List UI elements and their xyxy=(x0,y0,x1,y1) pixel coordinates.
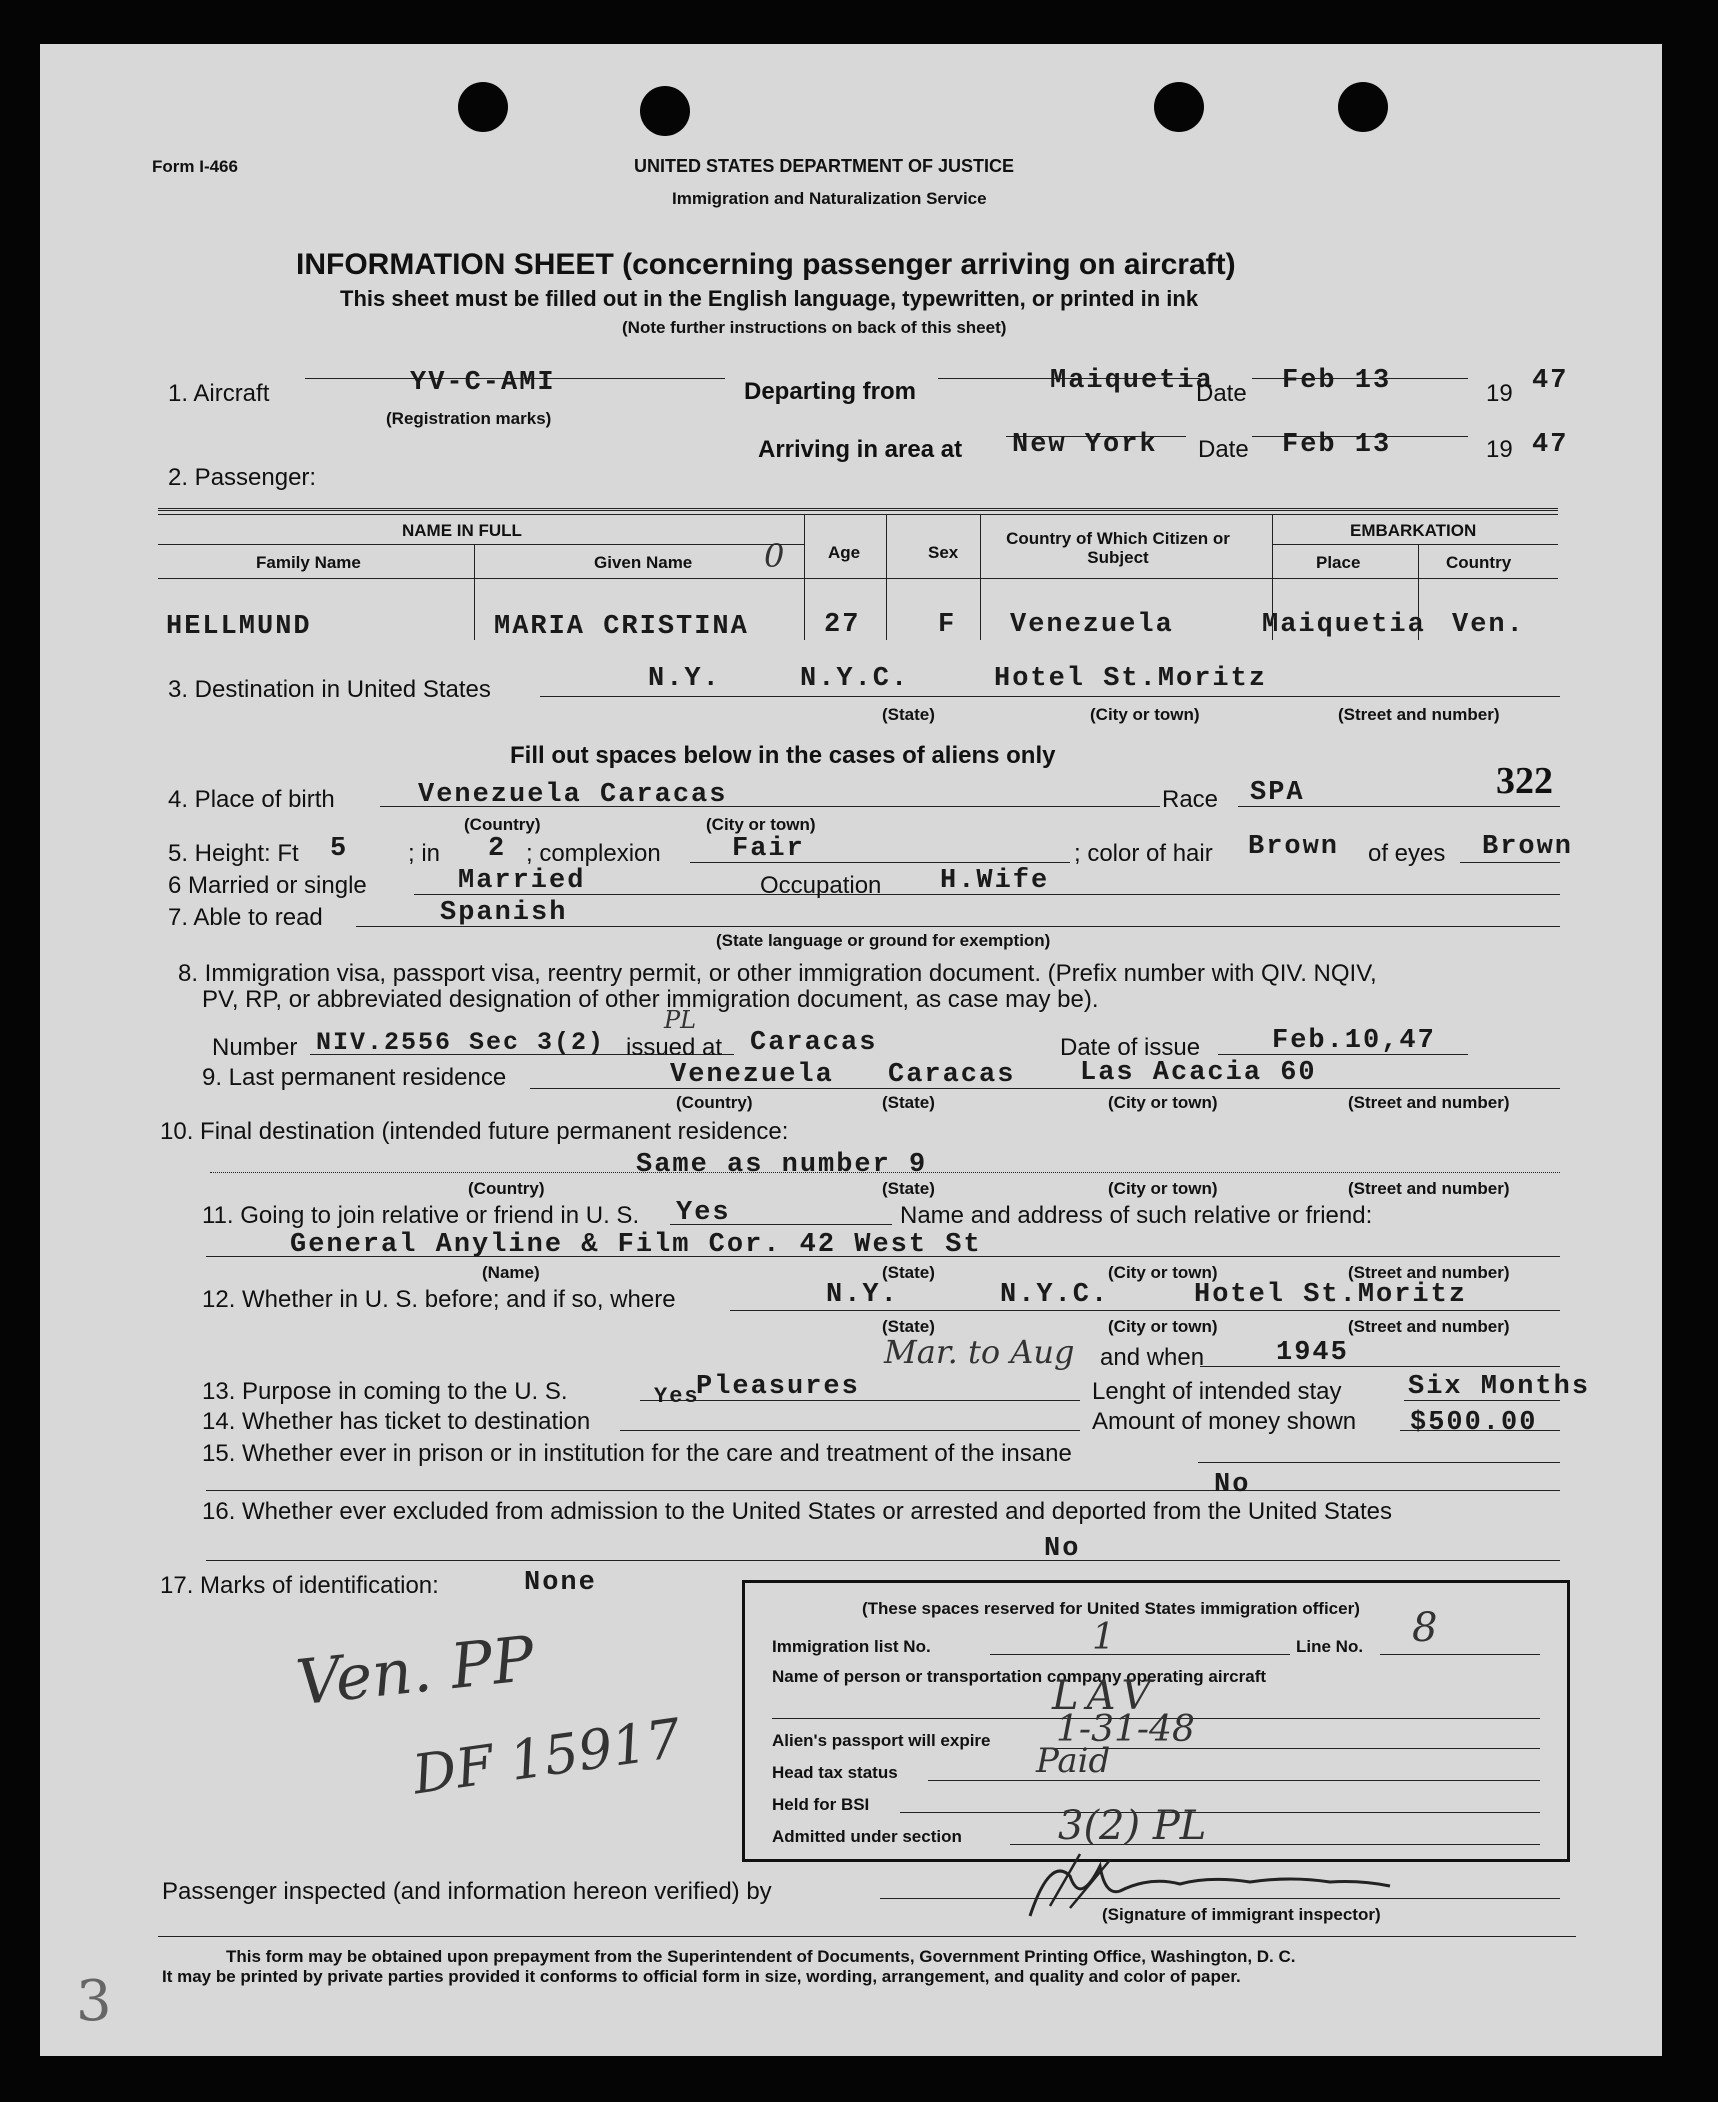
header-sub-rule xyxy=(158,578,1558,579)
company-label: Name of person or transportation company operating aircraft xyxy=(772,1667,1267,1686)
passenger-label: 2. Passenger: xyxy=(168,464,317,491)
friend-cap-city: (City or town) xyxy=(1108,1263,1218,1282)
prison-line-2 xyxy=(206,1490,1560,1491)
header-sex: Sex xyxy=(928,543,959,562)
visa-text-1: 8. Immigration visa, passport visa, reentry permit, or other immigration document. (Prefix number with QIV. NQIV, xyxy=(178,960,1377,987)
hair-value: Brown xyxy=(1248,832,1340,862)
height-in-label: ; in xyxy=(408,840,441,867)
page-title: INFORMATION SHEET (concerning passenger arriving on aircraft) xyxy=(296,248,1236,281)
arrive-date-label: Date xyxy=(1198,436,1249,463)
destination-line xyxy=(540,696,1560,697)
residence-label: 9. Last permanent residence xyxy=(202,1064,507,1091)
final-cap-country: (Country) xyxy=(468,1179,545,1198)
join-label: 11. Going to join relative or friend in U. S. xyxy=(202,1202,640,1229)
destination-cap-state: (State) xyxy=(882,705,935,724)
friend-cap-state: (State) xyxy=(882,1263,935,1282)
bsi-label: Held for BSI xyxy=(772,1795,870,1814)
embark-group-rule xyxy=(1272,544,1558,545)
excluded-value: No xyxy=(1044,1534,1081,1564)
before-label: 12. Whether in U. S. before; and if so, where xyxy=(202,1286,676,1313)
passport-value: 1-31-48 xyxy=(1056,1709,1195,1750)
department-heading: UNITED STATES DEPARTMENT OF JUSTICE xyxy=(634,156,1015,176)
headtax-label: Head tax status xyxy=(772,1763,898,1782)
join-value: Yes xyxy=(676,1198,731,1228)
final-cap-city: (City or town) xyxy=(1108,1179,1218,1198)
before-city: N.Y.C. xyxy=(1000,1280,1110,1310)
race-label: Race xyxy=(1162,786,1219,813)
list-no-line xyxy=(990,1654,1290,1655)
form-number: Form I-466 xyxy=(152,157,238,176)
complexion-value: Fair xyxy=(732,834,805,864)
height-in-value: 2 xyxy=(488,834,507,864)
passport-label: Alien's passport will expire xyxy=(772,1731,991,1750)
destination-street: Hotel St.Moritz xyxy=(994,664,1268,694)
visa-handwritten-pl: PL xyxy=(664,1006,697,1034)
friend-cap-street: (Street and number) xyxy=(1348,1263,1510,1282)
date-issue-value: Feb.10,47 xyxy=(1272,1026,1436,1056)
aircraft-value: YV-C-AMI xyxy=(410,368,556,398)
arrive-year-prefix: 19 xyxy=(1486,436,1513,463)
read-value: Spanish xyxy=(440,898,568,928)
table-top-rule xyxy=(158,508,1558,511)
date-issue-label: Date of issue xyxy=(1060,1034,1201,1061)
section-label: Admitted under section xyxy=(772,1827,962,1846)
col-divider xyxy=(474,544,475,640)
name-group-rule xyxy=(158,544,804,545)
col-divider xyxy=(804,514,805,640)
length-label: Lenght of intended stay xyxy=(1092,1378,1342,1405)
aircraft-caption: (Registration marks) xyxy=(386,409,552,428)
excluded-line xyxy=(206,1560,1560,1561)
officer-heading: (These spaces reserved for United States immigration officer) xyxy=(862,1599,1360,1618)
depart-year-value: 47 xyxy=(1532,366,1569,396)
prison-line xyxy=(1198,1462,1560,1463)
inspector-caption: (Signature of immigrant inspector) xyxy=(1102,1905,1381,1924)
occupation-value: H.Wife xyxy=(940,866,1050,896)
read-label: 7. Able to read xyxy=(168,904,323,931)
ticket-value: Yes xyxy=(654,1384,700,1409)
list-no-value: 1 xyxy=(1092,1617,1115,1658)
hair-label: ; color of hair xyxy=(1074,840,1213,867)
destination-city: N.Y.C. xyxy=(800,664,910,694)
marks-handwritten-2: DF 15917 xyxy=(408,1706,685,1807)
line-no-value: 8 xyxy=(1412,1605,1438,1651)
departing-value: Maiquetia xyxy=(1050,366,1214,396)
citizen-value: Venezuela xyxy=(1010,610,1174,640)
section-value: 3(2) PL xyxy=(1058,1803,1207,1849)
arriving-label: Arriving in area at xyxy=(758,436,963,463)
before-line xyxy=(730,1310,1560,1311)
punch-hole xyxy=(1338,82,1388,132)
excluded-label: 16. Whether ever excluded from admission to the United States or arrested and deported from the United States xyxy=(202,1498,1392,1525)
header-embarkation: EMBARKATION xyxy=(1350,521,1477,540)
final-dest-label: 10. Final destination (intended future permanent residence: xyxy=(160,1118,789,1145)
aircraft-label: 1. Aircraft xyxy=(168,380,270,407)
inspected-label: Passenger inspected (and information hereon verified) by xyxy=(162,1878,772,1905)
table-top-rule-2 xyxy=(158,514,1558,515)
page-subtitle: This sheet must be filled out in the English language, typewritten, or printed in ink xyxy=(340,286,1199,311)
purpose-value: Pleasures xyxy=(696,1372,860,1402)
when-value: 1945 xyxy=(1276,1338,1349,1368)
complexion-label: ; complexion xyxy=(526,840,661,867)
married-label: 6 Married or single xyxy=(168,872,367,899)
residence-cap-city: (City or town) xyxy=(1108,1093,1218,1112)
prison-value: No xyxy=(1214,1470,1251,1500)
bsi-line xyxy=(900,1812,1540,1813)
footer-line-2: It may be printed by private parties provided it conforms to official form in size, wording, arrangement, and quality and color of paper. xyxy=(162,1967,1241,1986)
before-state: N.Y. xyxy=(826,1280,899,1310)
destination-label: 3. Destination in United States xyxy=(168,676,491,703)
departing-label: Departing from xyxy=(744,378,917,405)
handwritten-mark: 0 xyxy=(764,537,785,575)
read-caption: (State language or ground for exemption) xyxy=(716,931,1051,950)
embark-place-value: Maiquetia xyxy=(1262,610,1426,640)
race-value: SPA xyxy=(1250,778,1305,808)
issued-at-label: issued at xyxy=(626,1034,723,1061)
stamp-number: 322 xyxy=(1496,760,1553,802)
sex-value: F xyxy=(938,610,957,640)
before-when-handwritten: Mar. to Aug xyxy=(884,1333,1075,1371)
ticket-line xyxy=(620,1430,1080,1431)
arriving-value: New York xyxy=(1012,430,1158,460)
residence-cap-country: (Country) xyxy=(676,1093,753,1112)
family-name-value: HELLMUND xyxy=(166,612,312,642)
occupation-label: Occupation xyxy=(760,872,882,899)
height-label: 5. Height: Ft xyxy=(168,840,299,867)
final-cap-state: (State) xyxy=(882,1179,935,1198)
destination-cap-city: (City or town) xyxy=(1090,705,1200,724)
headtax-value: Paid xyxy=(1036,1741,1111,1781)
visa-number-label: Number xyxy=(212,1034,298,1061)
service-heading: Immigration and Naturalization Service xyxy=(672,189,987,208)
line-no-label: Line No. xyxy=(1296,1637,1364,1656)
header-name-in-full: NAME IN FULL xyxy=(402,521,522,540)
given-name-value: MARIA CRISTINA xyxy=(494,612,749,642)
visa-text-2: PV, RP, or abbreviated designation of other immigration document, as case may be). xyxy=(202,986,1099,1013)
friend-name-label: Name and address of such relative or friend: xyxy=(900,1202,1373,1229)
header-country: Country of Which Citizen or Subject xyxy=(1006,529,1230,567)
birth-value: Venezuela Caracas xyxy=(418,780,728,810)
header-family-name: Family Name xyxy=(256,553,361,572)
age-value: 27 xyxy=(824,610,861,640)
eyes-value: Brown xyxy=(1482,832,1574,862)
depart-date-label: Date xyxy=(1196,380,1247,407)
line-no-line xyxy=(1380,1654,1540,1655)
inspector-signature xyxy=(1010,1846,1430,1926)
length-value: Six Months xyxy=(1408,1372,1591,1402)
when-line xyxy=(1200,1366,1560,1367)
ticket-label: 14. Whether has ticket to destination xyxy=(202,1408,591,1435)
list-no-label: Immigration list No. xyxy=(772,1637,931,1656)
issued-at-value: Caracas xyxy=(750,1028,878,1058)
company-value: LAV xyxy=(1052,1673,1159,1719)
header-given-name: Given Name xyxy=(594,553,693,572)
footer-rule xyxy=(158,1936,1576,1937)
destination-state: N.Y. xyxy=(648,664,721,694)
money-label: Amount of money shown xyxy=(1092,1408,1357,1435)
arrive-year-value: 47 xyxy=(1532,430,1569,460)
arrive-date-value: Feb 13 xyxy=(1282,430,1392,460)
residence-state: Caracas xyxy=(888,1060,1016,1090)
footer-line-1: This form may be obtained upon prepayment from the Superintendent of Documents, Government Printing Office, Washington, D. C. xyxy=(226,1947,1296,1966)
eyes-label: of eyes xyxy=(1368,840,1446,867)
headtax-line xyxy=(928,1780,1540,1781)
residence-country: Venezuela xyxy=(670,1060,834,1090)
when-label: and when xyxy=(1100,1344,1205,1371)
eyes-line xyxy=(1460,862,1560,863)
money-value: $500.00 xyxy=(1410,1408,1538,1438)
embark-country-value: Ven. xyxy=(1452,610,1525,640)
page-note: (Note further instructions on back of this sheet) xyxy=(622,318,1007,337)
destination-cap-street: (Street and number) xyxy=(1338,705,1500,724)
before-street: Hotel St.Moritz xyxy=(1194,1280,1468,1310)
friend-value: General Anyline & Film Cor. 42 West St xyxy=(290,1230,982,1260)
depart-year-prefix: 19 xyxy=(1486,380,1513,407)
residence-cap-street: (Street and number) xyxy=(1348,1093,1510,1112)
punch-hole xyxy=(640,86,690,136)
page-mark: 3 xyxy=(76,1969,112,2034)
birth-cap-country: (Country) xyxy=(464,815,541,834)
col-divider xyxy=(980,514,981,640)
depart-date-value: Feb 13 xyxy=(1282,366,1392,396)
marks-handwritten-1: Ven. PP xyxy=(292,1621,538,1720)
birth-label: 4. Place of birth xyxy=(168,786,335,813)
before-cap-state: (State) xyxy=(882,1317,935,1336)
married-value: Married xyxy=(458,866,586,896)
friend-cap-name: (Name) xyxy=(482,1263,540,1282)
header-place: Place xyxy=(1316,553,1361,572)
before-cap-street: (Street and number) xyxy=(1348,1317,1510,1336)
visa-number-value: NIV.2556 Sec 3(2) xyxy=(316,1028,606,1057)
header-age: Age xyxy=(828,543,861,562)
col-divider xyxy=(886,514,887,640)
marks-label: 17. Marks of identification: xyxy=(160,1572,439,1599)
prison-label: 15. Whether ever in prison or in institution for the care and treatment of the insane xyxy=(202,1440,1072,1467)
aliens-heading: Fill out spaces below in the cases of aliens only xyxy=(510,742,1056,769)
before-cap-city: (City or town) xyxy=(1108,1317,1218,1336)
final-cap-street: (Street and number) xyxy=(1348,1179,1510,1198)
final-dest-value: Same as number 9 xyxy=(636,1150,928,1180)
punch-hole xyxy=(458,82,508,132)
marks-value: None xyxy=(524,1568,597,1598)
punch-hole xyxy=(1154,82,1204,132)
birth-cap-city: (City or town) xyxy=(706,815,816,834)
residence-cap-state: (State) xyxy=(882,1093,935,1112)
height-ft-value: 5 xyxy=(330,834,349,864)
header-emb-country: Country xyxy=(1446,553,1512,572)
residence-city: Las Acacia 60 xyxy=(1080,1058,1317,1088)
purpose-label: 13. Purpose in coming to the U. S. xyxy=(202,1378,568,1405)
